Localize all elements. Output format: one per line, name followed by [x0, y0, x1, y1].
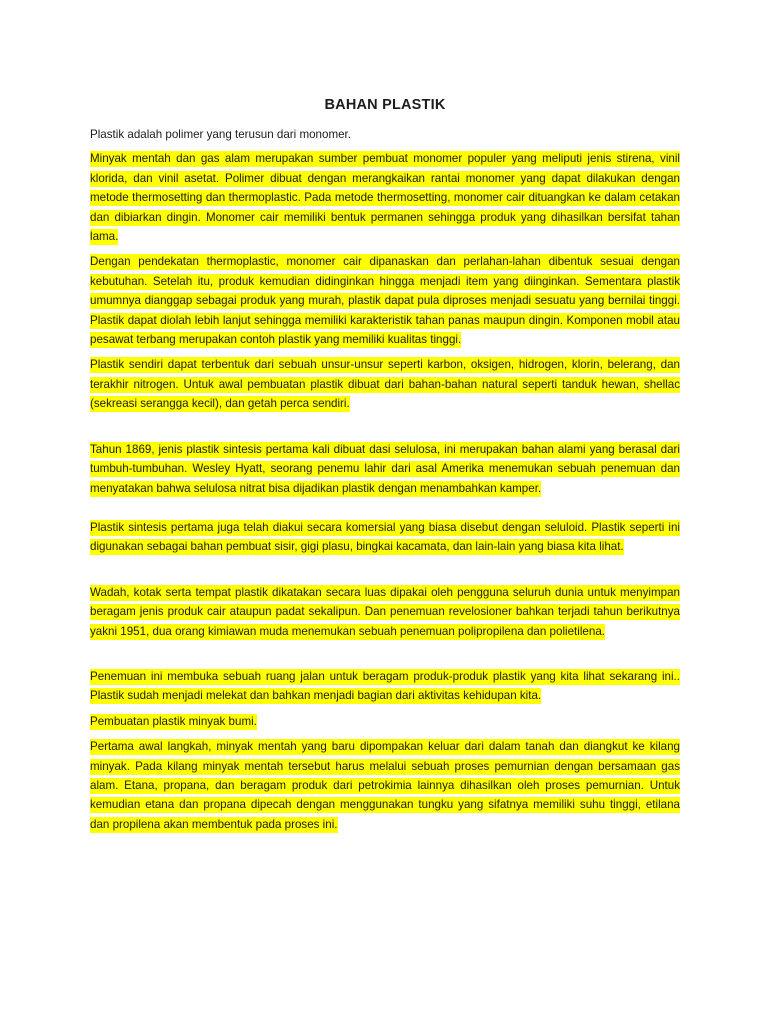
paragraph-elements [90, 355, 680, 413]
paragraph-subheading [90, 712, 680, 731]
highlighted-text: Plastik sendiri dapat terbentuk dari sebuah unsur-unsur seperti karbon, oksigen, hidrogen, klorin, belerang, dan terakhir nitrogen. Untuk awal pembuatan plastik dibuat dari bahan-bahan natural seperti tanduk hewan, shellac (sekreasi serangga kecil), dan getah perca sendiri. [90, 358, 680, 411]
paragraph-history-1869 [90, 440, 680, 498]
highlighted-text: Pembuatan plastik minyak bumi. [90, 714, 257, 728]
highlighted-text: Dengan pendekatan thermoplastic, monomer cair dipanaskan dan perlahan-lahan dibentuk sesuai dengan kebutuhan. Setelah itu, produk kemudian didinginkan hingga menjadi item yang diinginkan. Sementara plastik umumnya dianggap sebagai produk yang murah, plastik dapat pula diproses menjadi sesuatu yang bernilai tinggi. Plastik dapat diolah lebih lanjut sehingga memiliki karakteristik tahan panas maupun dingin. Komponen mobil atau pesawat terbang merupakan contoh plastik yang memiliki kualitas tinggi. [90, 255, 680, 347]
paragraph-text: Plastik adalah polimer yang terusun dari monomer. [90, 128, 351, 141]
paragraph-monomer-sources [90, 149, 680, 246]
highlighted-text: Pertama awal langkah, minyak mentah yang baru dipompakan keluar dari dalam tanah dan diangkut ke kilang minyak. Pada kilang minyak mentah tersebut harus melalui sebuah proses pemurnian dengan bersamaan gas alam. Etana, propana, dan beragam produk dari petrokimia lainnya dihasilkan oleh proses pemurnian. Untuk kemudian etana dan propana dipecah dengan menggunakan tungku yang sifatnya memiliki suhu tinggi, etilana dan propilena akan membentuk pada proses ini. [90, 740, 680, 831]
highlighted-text: Plastik sintesis pertama juga telah diakui secara komersial yang biasa disebut dengan seluloid. Plastik seperti ini digunakan sebagai bahan pembuat sisir, gigi plasu, bingkai kacamata, dan lain-lain yang biasa kita lihat. [90, 520, 680, 554]
paragraph-definition [90, 125, 680, 144]
document-title: BAHAN PLASTIK [324, 97, 446, 113]
spacer [90, 641, 680, 667]
highlighted-text: Tahun 1869, jenis plastik sintesis pertama kali dibuat dasi selulosa, ini merupakan bahan alami yang berasal dari tumbuh-tumbuhan. Wesley Hyatt, seorang penemu lahir dari asal Amerika menemukan sebuah penemuan dan menyatakan bahwa selulosa nitrat bisa dijadikan plastik dengan menambahkan kamper. [90, 442, 680, 495]
paragraph-containers [90, 583, 680, 641]
highlighted-text: Wadah, kotak serta tempat plastik dikatakan secara luas dipakai oleh pengguna seluruh dunia untuk menyimpan beragam jenis produk cair ataupun padat sekalipun. Dan penemuan revelosioner bahkan terjadi tahun berikutnya yakni 1951, dua orang kimiawan muda menemukan sebuah penemuan polipropilena dan polietilena. [90, 585, 680, 638]
highlighted-text: Penemuan ini membuka sebuah ruang jalan untuk beragam produk-produk plastik yang kita lihat sekarang ini.. Plastik sudah menjadi melekat dan bahkan menjadi bagian dari aktivitas kehidupan kita. [90, 669, 680, 703]
paragraph-celluloid [90, 518, 680, 557]
spacer [90, 498, 680, 518]
paragraph-process [90, 737, 680, 834]
spacer [90, 557, 680, 583]
highlighted-text: Minyak mentah dan gas alam merupakan sumber pembuat monomer populer yang meliputi jenis stirena, vinil klorida, dan vinil asetat. Polimer dibuat dengan merangkaikan rantai monomer yang dapat dilakukan dengan metode thermosetting dan thermoplastic. Pada metode thermosetting, monomer cair dituangkan ke dalam cetakan dan dibiarkan dingin. Monomer cair memiliki bentuk permanen sehingga produk yang dihasilkan bersifat tahan lama. [90, 152, 680, 244]
paragraph-discovery-impact [90, 667, 680, 706]
spacer [90, 414, 680, 440]
paragraph-thermoplastic [90, 252, 680, 349]
